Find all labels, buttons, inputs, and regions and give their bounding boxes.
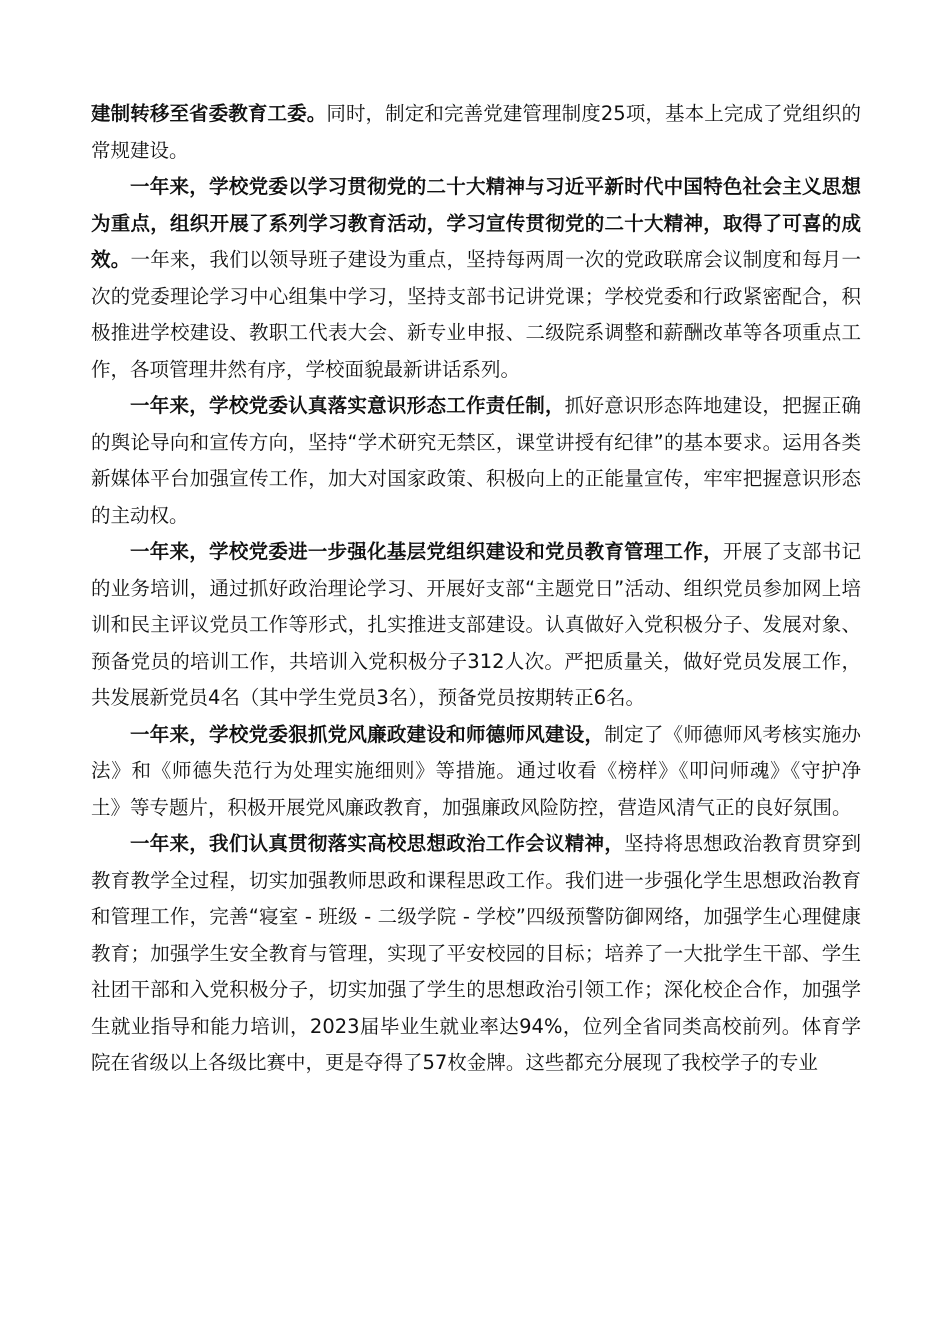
paragraph-4-text: 开展了支部书记的业务培训，通过抓好政治理论学习、开展好支部“主题党日”活动、组织党员参加网上培训和民主评议党员工作等形式，扎实推进支部建设。认真做好入党积极分子、发展对象、预备党员的培训工作，共培训入党积极分子312人次。严把质量关，做好党员发展工作，共发展新党员4名（其中学生党员3名），预备党员按期转正6名。: [91, 540, 861, 709]
document-body: [91, 96, 861, 1082]
paragraph-1-bold: 建制转移至省委教育工委。: [91, 102, 327, 125]
paragraph-6: [91, 826, 861, 1082]
paragraph-1-text: 同时，制定和完善党建管理制度25项，基本上完成了党组织的常规建设。: [91, 102, 861, 162]
paragraph-2-text: 一年来，我们以领导班子建设为重点，坚持每两周一次的党政联席会议制度和每月一次的党委理论学习中心组集中学习，坚持支部书记讲党课；学校党委和行政紧密配合，积极推进学校建设、教职工代表大会、新专业申报、二级院系调整和薪酬改革等各项重点工作，各项管理井然有序，学校面貌最新讲话系列。: [91, 248, 861, 381]
paragraph-4-bold: 一年来，学校党委进一步强化基层党组织建设和党员教育管理工作，: [130, 540, 723, 563]
paragraph-6-text: 坚持将思想政治教育贯穿到教育教学全过程，切实加强教师思政和课程思政工作。我们进一步强化学生思想政治教育和管理工作，完善“寝室 - 班级 - 二级学院 - 学校”四级预警防御网络，加强学生心理健康教育；加强学生安全教育与管理，实现了平安校园的目标；培养了一大批学生干部、学生社团干部和入党积极分子，切实加强了学生的思想政治引领工作；深化校企合作，加强学生就业指导和能力培训，2023届毕业生就业率达94%，位列全省同类高校前列。体育学院在省级以上各级比赛中，更是夺得了57枚金牌。这些都充分展现了我校学子的专业: [91, 832, 861, 1074]
paragraph-6-bold: 一年来，我们认真贯彻落实高校思想政治工作会议精神，: [130, 832, 625, 855]
paragraph-5-text: 制定了《师德师风考核实施办法》和《师德失范行为处理实施细则》等措施。通过收看《榜样》《叩问师魂》《守护净土》等专题片，积极开展党风廉政教育，加强廉政风险防控，营造风清气正的良好氛围。: [91, 722, 861, 819]
paragraph-3-bold: 一年来，学校党委认真落实意识形态工作责任制，: [130, 394, 565, 417]
paragraph-5-bold: 一年来，学校党委狠抓党风廉政建设和师德师风建设，: [130, 722, 605, 746]
paragraph-5: [91, 717, 861, 827]
paragraph-3-text: 抓好意识形态阵地建设，把握正确的舆论导向和宣传方向，坚持“学术研究无禁区，课堂讲授有纪律”的基本要求。运用各类新媒体平台加强宣传工作，加大对国家政策、积极向上的正能量宣传，牢牢把握意识形态的主动权。: [91, 394, 861, 527]
paragraph-2: [91, 169, 861, 388]
paragraph-3: [91, 388, 861, 534]
paragraph-4: [91, 534, 861, 717]
paragraph-1: [91, 96, 861, 169]
paragraph-2-bold: 一年来，学校党委以学习贯彻党的二十大精神与习近平新时代中国特色社会主义思想为重点，组织开展了系列学习教育活动，学习宣传贯彻党的二十大精神，取得了可喜的成效。: [91, 175, 861, 271]
